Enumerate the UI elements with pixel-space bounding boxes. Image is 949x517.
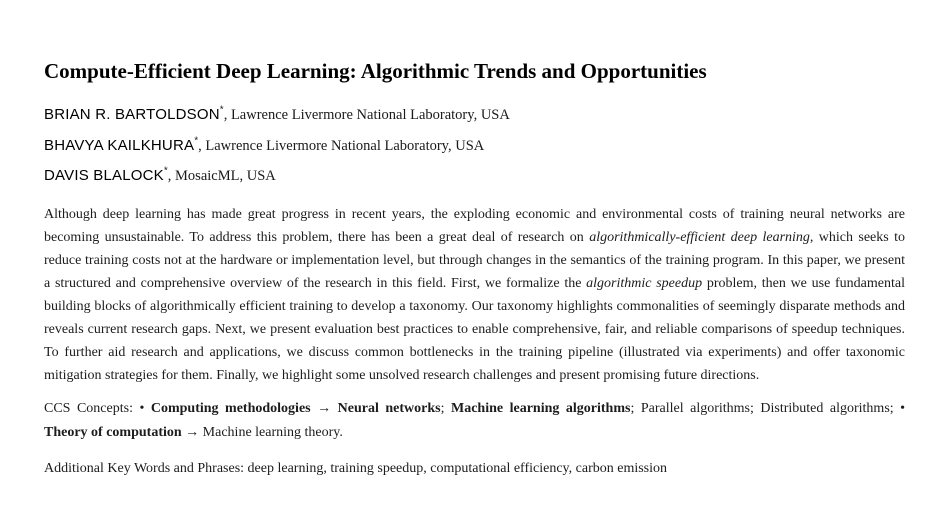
abstract-segment: Although deep learning has made great progress in recent years, the exploding economic and environmental costs of training neural networks are becoming unsustainable. To address this problem, there has been a great deal of research on (44, 207, 905, 246)
keywords-line: Additional Key Words and Phrases: deep learning, training speedup, computational efficiency, carbon emission (44, 461, 668, 477)
ccs-segment: CCS Concepts: • (44, 401, 151, 417)
abstract-segment: , which seeks to reduce training costs not at the hardware or implementation level, but through changes in the semantics of the training program. In this paper, we present a structured and comprehensive overview of the research in this field. First, we formalize the (44, 230, 905, 292)
author-separator: , (223, 107, 231, 124)
author-footnote-mark: * (163, 166, 168, 178)
author-name: BRIAN R. BARTOLDSON (44, 106, 220, 124)
ccs-segment-bold: Computing methodologies (150, 401, 311, 417)
author-line (44, 165, 905, 187)
ccs-concepts (44, 397, 905, 445)
author-name: BHAVYA KAILKHURA (44, 136, 195, 154)
author-affiliation: Lawrence Livermore National Laboratory, USA (230, 107, 510, 124)
author-footnote-mark: * (194, 135, 199, 147)
ccs-segment: ; Parallel algorithms; Distributed algorithms; • (630, 401, 906, 417)
abstract-segment-italic: algorithmic speedup (586, 276, 703, 292)
author-footnote-mark: * (219, 104, 224, 116)
abstract-segment: problem, then we use fundamental building blocks of algorithmically efficient training to develop a taxonomy. Our taxonomy highlights commonalities of seemingly disparate methods and reveals current research gaps. Next, we present evaluation best practices to enable comprehensive, fair, and reliable comparisons of speedup techniques. To further aid research and applications, we discuss common bottlenecks in the training pipeline (illustrated via experiments) and offer taxonomic mitigation strategies for them. Finally, we highlight some unsolved research challenges and present promising future directions. (44, 276, 905, 384)
abstract-text (44, 203, 905, 387)
author-separator: , (167, 168, 176, 185)
paper-title: Compute-Efficient Deep Learning: Algorithmic Trends and Opportunities (44, 59, 707, 83)
ccs-segment: ; (440, 401, 451, 417)
ccs-segment: → Machine learning theory. (181, 425, 343, 441)
author-name: DAVIS BLALOCK (44, 167, 164, 185)
author-affiliation: Lawrence Livermore National Laboratory, USA (205, 137, 485, 154)
author-line (44, 135, 905, 157)
ccs-segment-bold: Machine learning algorithms (451, 401, 631, 417)
author-line (44, 104, 905, 126)
abstract-segment-italic: algorithmically-efficient deep learning (589, 230, 810, 246)
ccs-segment-bold: Neural networks (337, 401, 441, 417)
author-separator: , (198, 137, 206, 154)
author-block (44, 104, 905, 187)
ccs-segment-bold: Theory of computation (44, 425, 182, 441)
ccs-segment: → (310, 401, 338, 417)
author-affiliation: MosaicML, USA (175, 168, 276, 185)
